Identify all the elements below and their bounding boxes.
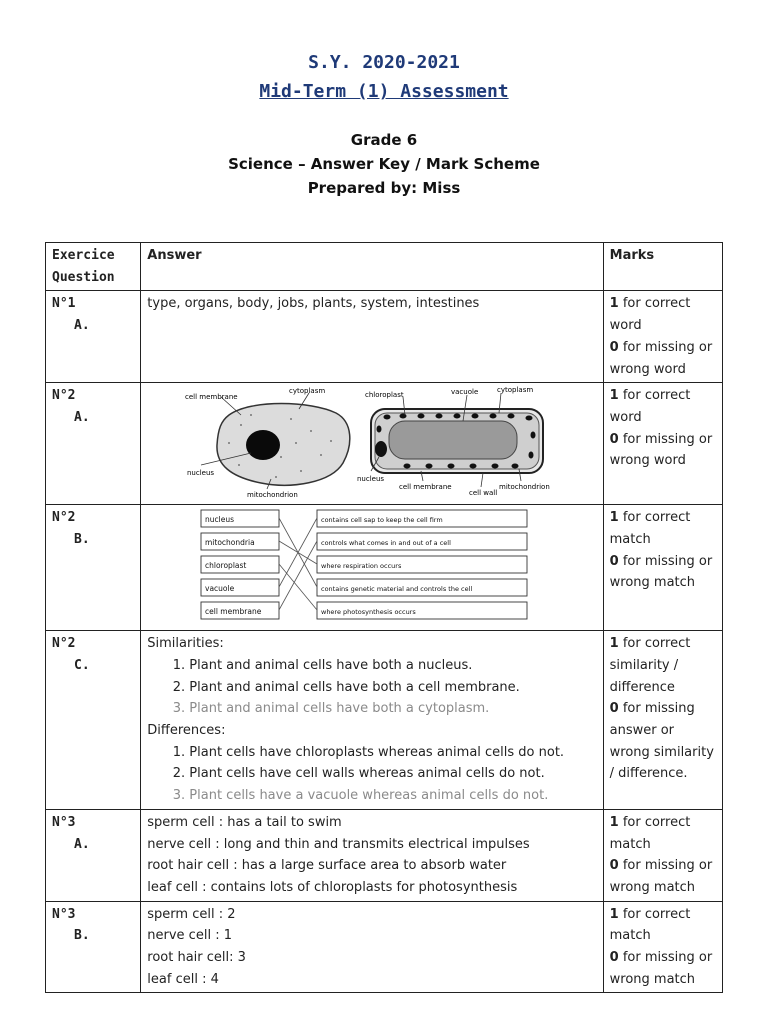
- marks-cell: [603, 383, 722, 505]
- header-marks: Marks: [603, 243, 722, 291]
- label-cytoplasm: cytoplasm: [289, 387, 326, 396]
- answer-line: nerve cell : 1: [147, 928, 232, 944]
- mark-text: for correct match: [609, 510, 691, 547]
- cell-diagram: [181, 385, 551, 503]
- school-year: S.Y. 2020-2021: [308, 52, 460, 73]
- answer-line: sperm cell : has a tail to swim: [147, 814, 342, 830]
- list-item: 3. Plant cells have a vacuole whereas animal cells do not.: [189, 785, 596, 807]
- header-question: [46, 243, 141, 291]
- mark-value: 1: [609, 510, 619, 526]
- match-lines: [279, 518, 317, 610]
- match-right-item: where photosynthesis occurs: [321, 608, 417, 617]
- list-item: 1. Plant cells have chloroplasts whereas animal cells do not.: [189, 742, 596, 764]
- header-answer: Answer: [141, 243, 603, 291]
- answer-line: leaf cell : 4: [147, 971, 219, 987]
- mark-text: for missing or wrong word: [609, 339, 713, 377]
- list-item: 2. Plant cells have cell walls whereas animal cells do not.: [189, 763, 596, 785]
- question-number: N°3: [52, 906, 76, 922]
- question-part: B.: [74, 928, 90, 944]
- mark-value: 1: [609, 636, 619, 652]
- label-chloroplast: chloroplast: [365, 391, 404, 400]
- mark-text: for correct similarity / difference: [609, 636, 691, 695]
- match-left-item: chloroplast: [205, 561, 247, 571]
- mark-text: for correct match: [609, 814, 691, 852]
- question-cell: [46, 631, 141, 810]
- mark-text: for missing answer or wrong similarity / difference.: [609, 701, 714, 782]
- answer-line: nerve cell : long and thin and transmits electrical impulses: [147, 836, 530, 852]
- label-mitochondrion: mitochondrion: [247, 491, 299, 500]
- mark-value: 1: [609, 814, 619, 830]
- table-header-row: [46, 243, 723, 291]
- differences-list: [147, 742, 596, 807]
- mark-value: 0: [609, 950, 619, 966]
- answer-cell: [141, 809, 603, 901]
- question-number: N°3: [52, 814, 76, 830]
- table-row: [46, 631, 723, 810]
- answer-line: root hair cell : has a large surface area to absorb water: [147, 858, 507, 874]
- question-cell: [46, 901, 141, 993]
- mark-text: for missing or wrong match: [609, 950, 713, 987]
- question-number: N°1: [52, 296, 76, 312]
- match-right-item: controls what comes in and out of a cell: [321, 539, 452, 548]
- subject-title: Science – Answer Key / Mark Scheme: [228, 155, 540, 173]
- list-item: 2. Plant and animal cells have both a cell membrane.: [189, 677, 596, 699]
- header-question-line1: Exercice: [52, 248, 115, 263]
- marks-cell: [603, 291, 722, 383]
- prepared-by: Prepared by: Miss: [307, 179, 461, 197]
- grade-label: Grade 6: [350, 131, 418, 149]
- question-part: C.: [74, 657, 90, 673]
- label-cell-membrane: cell membrane: [185, 393, 238, 402]
- marks-cell: [603, 901, 722, 993]
- marks-cell: [603, 809, 722, 901]
- mark-value: 1: [609, 906, 619, 922]
- mark-text: for correct word: [609, 296, 691, 334]
- table-row: [46, 809, 723, 901]
- mark-text: for correct word: [609, 388, 691, 425]
- matching-diagram: [199, 508, 539, 624]
- animal-cell-diagram: [185, 387, 350, 499]
- table-row: [46, 901, 723, 993]
- mark-value: 0: [609, 553, 619, 569]
- question-cell: [46, 505, 141, 631]
- header-question-line2: Question: [52, 269, 115, 285]
- match-right-item: contains cell sap to keep the cell firm: [321, 516, 443, 525]
- question-cell: [46, 809, 141, 901]
- match-right-item: contains genetic material and controls the cell: [321, 585, 473, 594]
- table-row: [46, 505, 723, 631]
- plant-cell-diagram: [357, 386, 550, 497]
- list-item: 3. Plant and animal cells have both a cytoplasm.: [189, 698, 596, 720]
- match-right-item: where respiration occurs: [321, 562, 402, 571]
- answer-line: root hair cell: 3: [147, 950, 246, 966]
- mark-value: 0: [609, 701, 619, 717]
- question-part: A.: [74, 318, 90, 334]
- answer-cell: [141, 505, 603, 631]
- question-part: A.: [74, 836, 90, 852]
- match-left-item: cell membrane: [205, 607, 262, 617]
- answer-line: leaf cell : contains lots of chloroplasts for photosynthesis: [147, 879, 518, 895]
- label-nucleus: nucleus: [187, 469, 215, 478]
- label-mitochondrion-plant: mitochondrion: [499, 483, 551, 492]
- match-left-item: vacuole: [205, 584, 235, 594]
- match-left-item: mitochondria: [205, 538, 255, 548]
- question-cell: [46, 291, 141, 383]
- mark-text: for correct match: [609, 906, 691, 944]
- answer-cell: [141, 383, 603, 505]
- question-number: N°2: [52, 388, 76, 404]
- mark-value: 1: [609, 388, 619, 404]
- answer-cell: type, organs, body, jobs, plants, system, intestines: [141, 291, 603, 383]
- label-nucleus-plant: nucleus: [357, 475, 385, 484]
- mark-value: 0: [609, 858, 619, 874]
- mark-text: for missing or wrong match: [609, 553, 713, 591]
- similarities-label: Similarities:: [147, 636, 224, 652]
- marks-cell: [603, 631, 722, 810]
- question-cell: [46, 383, 141, 505]
- label-vacuole: vacuole: [451, 388, 479, 397]
- mark-value: 1: [609, 296, 619, 312]
- table-row: [46, 291, 723, 383]
- marks-cell: [603, 505, 722, 631]
- answer-cell: [141, 631, 603, 810]
- question-part: A.: [74, 409, 90, 425]
- list-item: 1. Plant and animal cells have both a nucleus.: [189, 655, 596, 677]
- differences-label: Differences:: [147, 723, 226, 739]
- label-cell-wall: cell wall: [469, 489, 498, 498]
- similarities-list: [147, 655, 596, 720]
- label-cytoplasm-plant: cytoplasm: [497, 386, 534, 395]
- table-row: [46, 383, 723, 505]
- question-number: N°2: [52, 510, 76, 526]
- assessment-title: Mid-Term (1) Assessment: [259, 81, 509, 102]
- mark-value: 0: [609, 431, 619, 447]
- mark-text: for missing or wrong word: [609, 431, 713, 469]
- answer-cell: [141, 901, 603, 993]
- answer-line: sperm cell : 2: [147, 906, 236, 922]
- answer-key-table: [45, 242, 723, 993]
- mark-text: for missing or wrong match: [609, 858, 713, 895]
- label-cell-membrane-plant: cell membrane: [399, 483, 452, 492]
- match-left-item: nucleus: [205, 515, 235, 525]
- question-number: N°2: [52, 636, 76, 652]
- question-part: B.: [74, 531, 90, 547]
- mark-value: 0: [609, 339, 619, 355]
